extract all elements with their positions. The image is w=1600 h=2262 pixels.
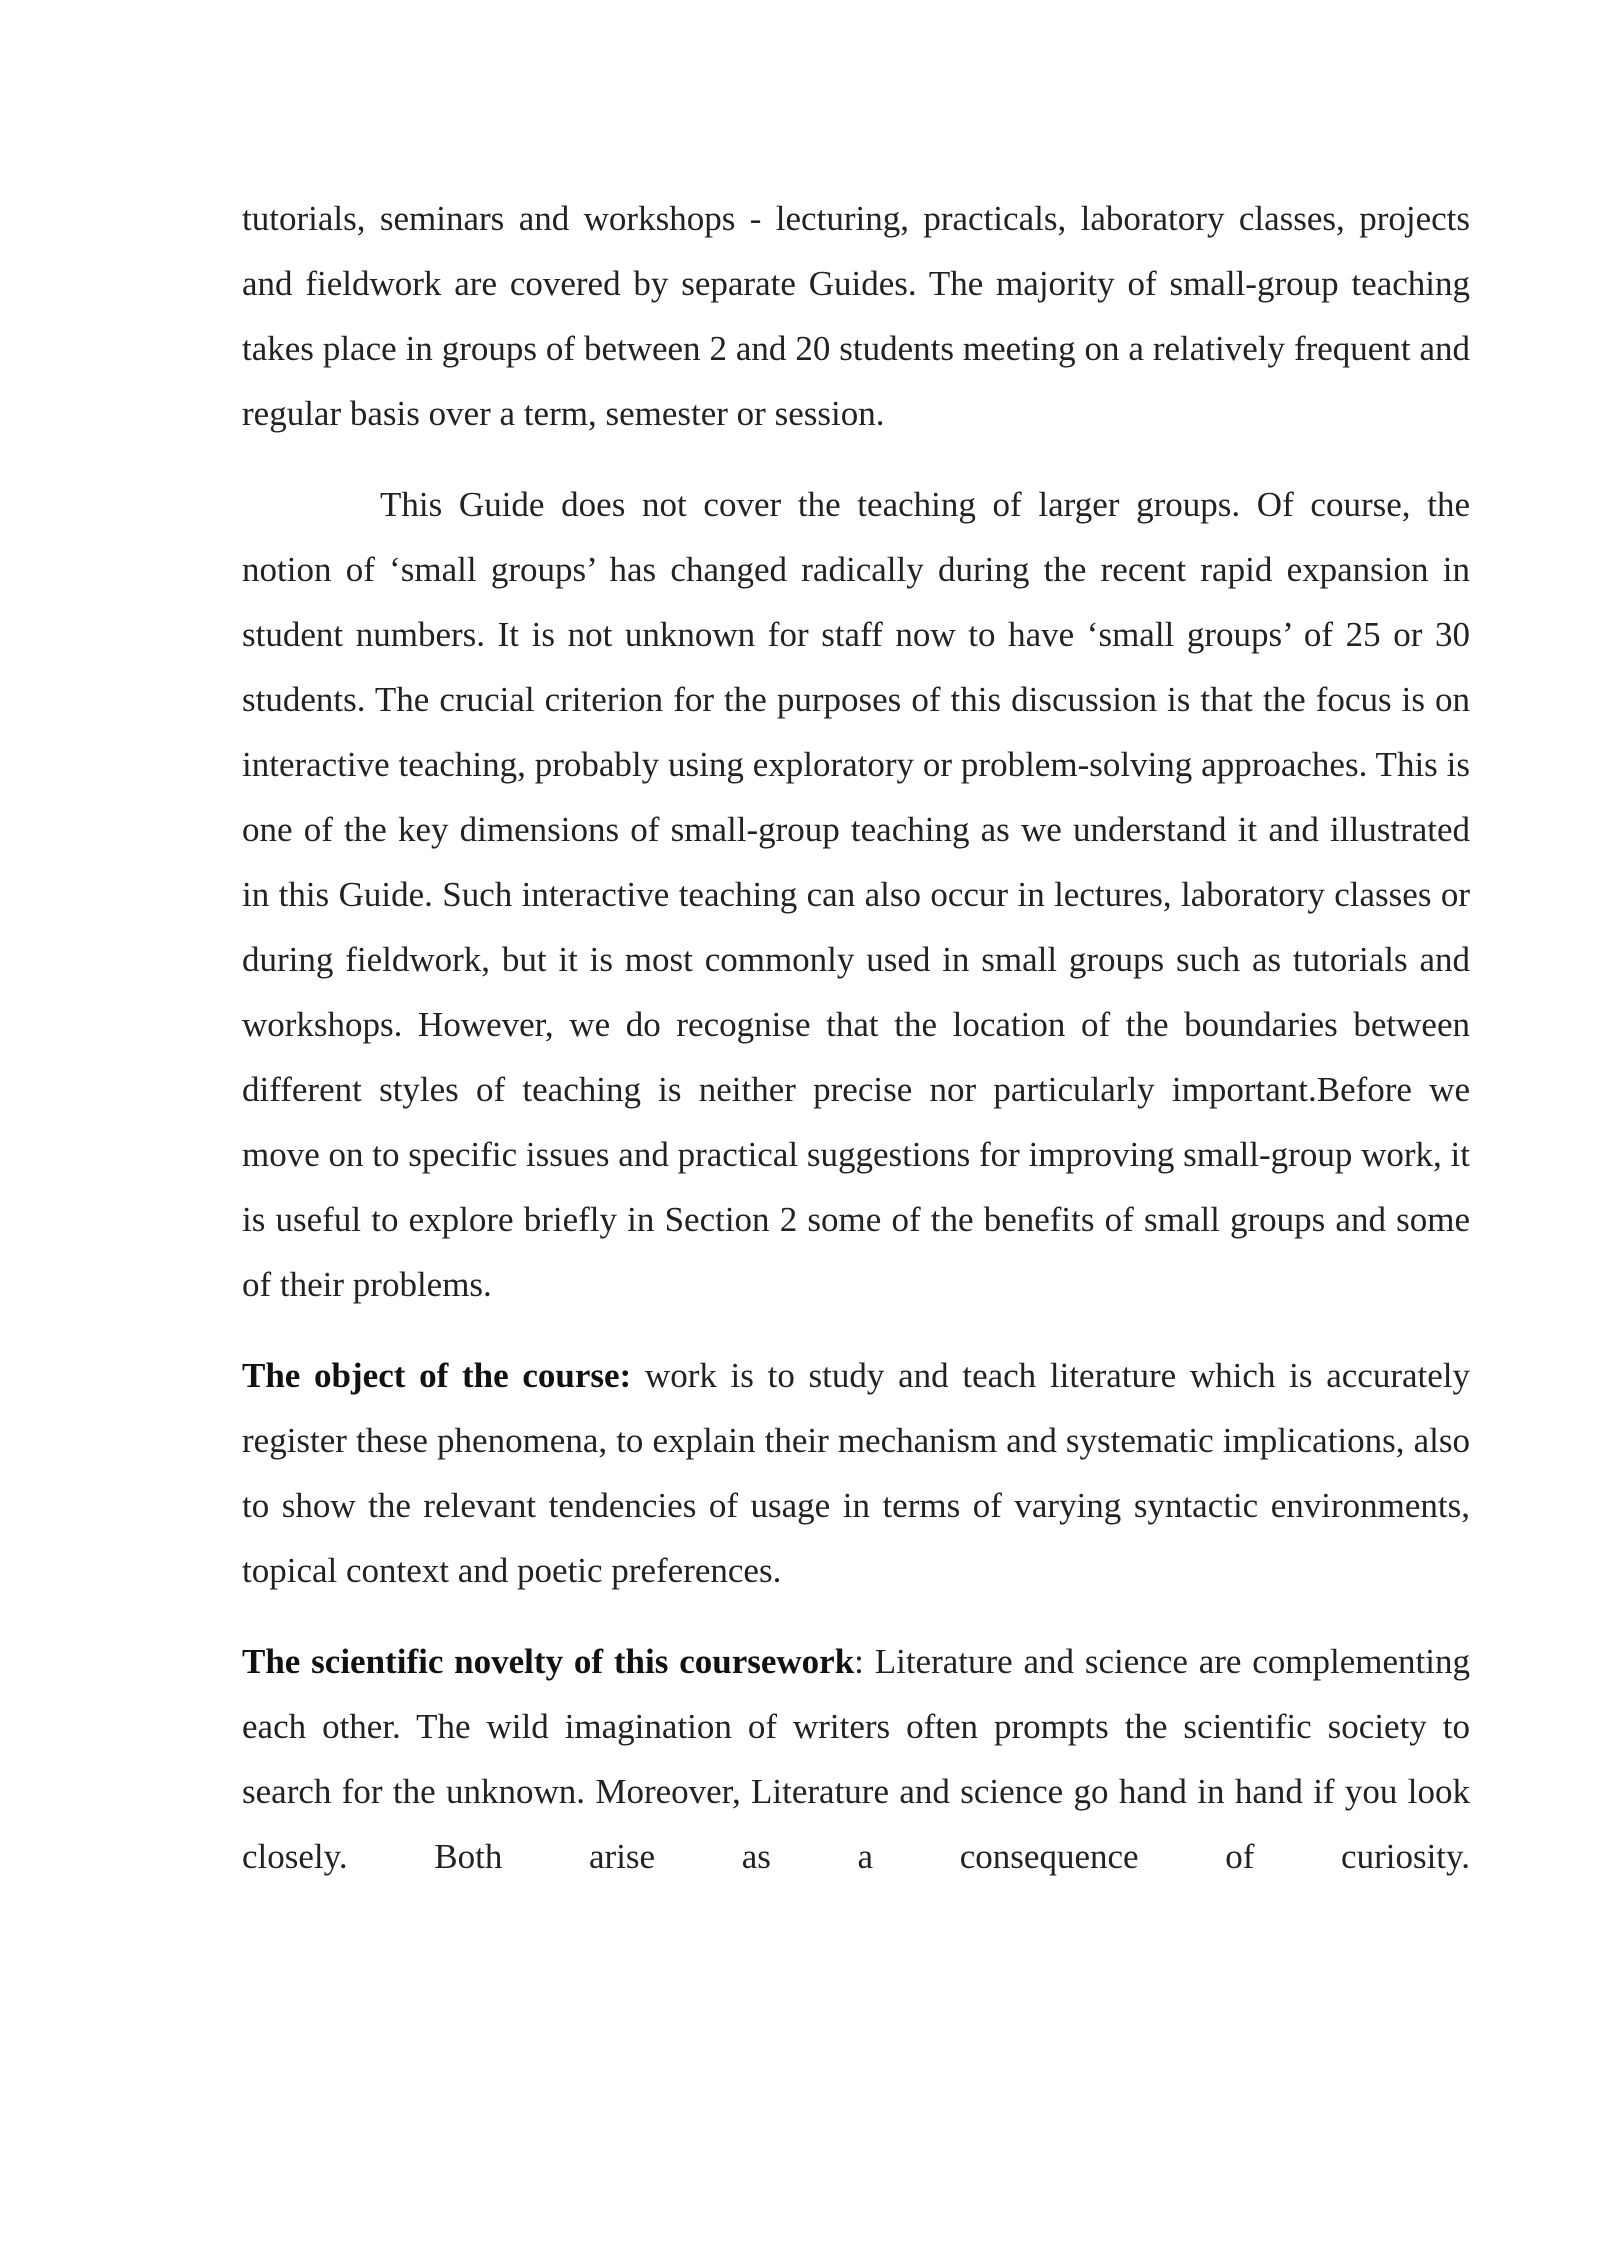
paragraph-text: : Literature and science are complementing each other. The wild imagination of writers often prompts the scientific society to search for the unknown. Moreover, Literature and science go hand in hand if you look closely. Both arise as a consequence of curiosity. bbox=[242, 1642, 1470, 1876]
paragraph-guide-scope bbox=[242, 472, 1470, 1317]
paragraph-lead-heading: The scientific novelty of this coursework bbox=[242, 1642, 855, 1681]
paragraph-lead-heading: The object of the course: bbox=[242, 1356, 632, 1395]
paragraph-text: This Guide does not cover the teaching of larger groups. Of course, the notion of ‘small groups’ has changed radically during the recent rapid expansion in student numbers. It is not unknown for staff now to have ‘small groups’ of 25 or 30 students. The crucial criterion for the purposes of this discussion is that the focus is on interactive teaching, probably using exploratory or problem-solving approaches. This is one of the key dimensions of small-group teaching as we understand it and illustrated in this Guide. Such interactive teaching can also occur in lectures, laboratory classes or during fieldwork, but it is most commonly used in small groups such as tutorials and workshops. However, we do recognise that the location of the boundaries between different styles of teaching is neither precise nor particularly important.Before we move on to specific issues and practical suggestions for improving small-group work, it is useful to explore briefly in Section 2 some of the benefits of small groups and some of their problems. bbox=[242, 485, 1470, 1304]
paragraph-text: tutorials, seminars and workshops - lecturing, practicals, laboratory classes, projects and fieldwork are covered by separate Guides. The majority of small-group teaching takes place in groups of between 2 and 20 students meeting on a relatively frequent and regular basis over a term, semester or session. bbox=[242, 199, 1470, 433]
document-body bbox=[242, 186, 1470, 1915]
paragraph-small-group-teaching bbox=[242, 186, 1470, 446]
paragraph-scientific-novelty bbox=[242, 1629, 1470, 1889]
paragraph-text: work is to study and teach literature which is accurately register these phenomena, to explain their mechanism and systematic implications, also to show the relevant tendencies of usage in terms of varying syntactic environments, topical context and poetic preferences. bbox=[242, 1356, 1470, 1590]
paragraph-course-object bbox=[242, 1343, 1470, 1603]
